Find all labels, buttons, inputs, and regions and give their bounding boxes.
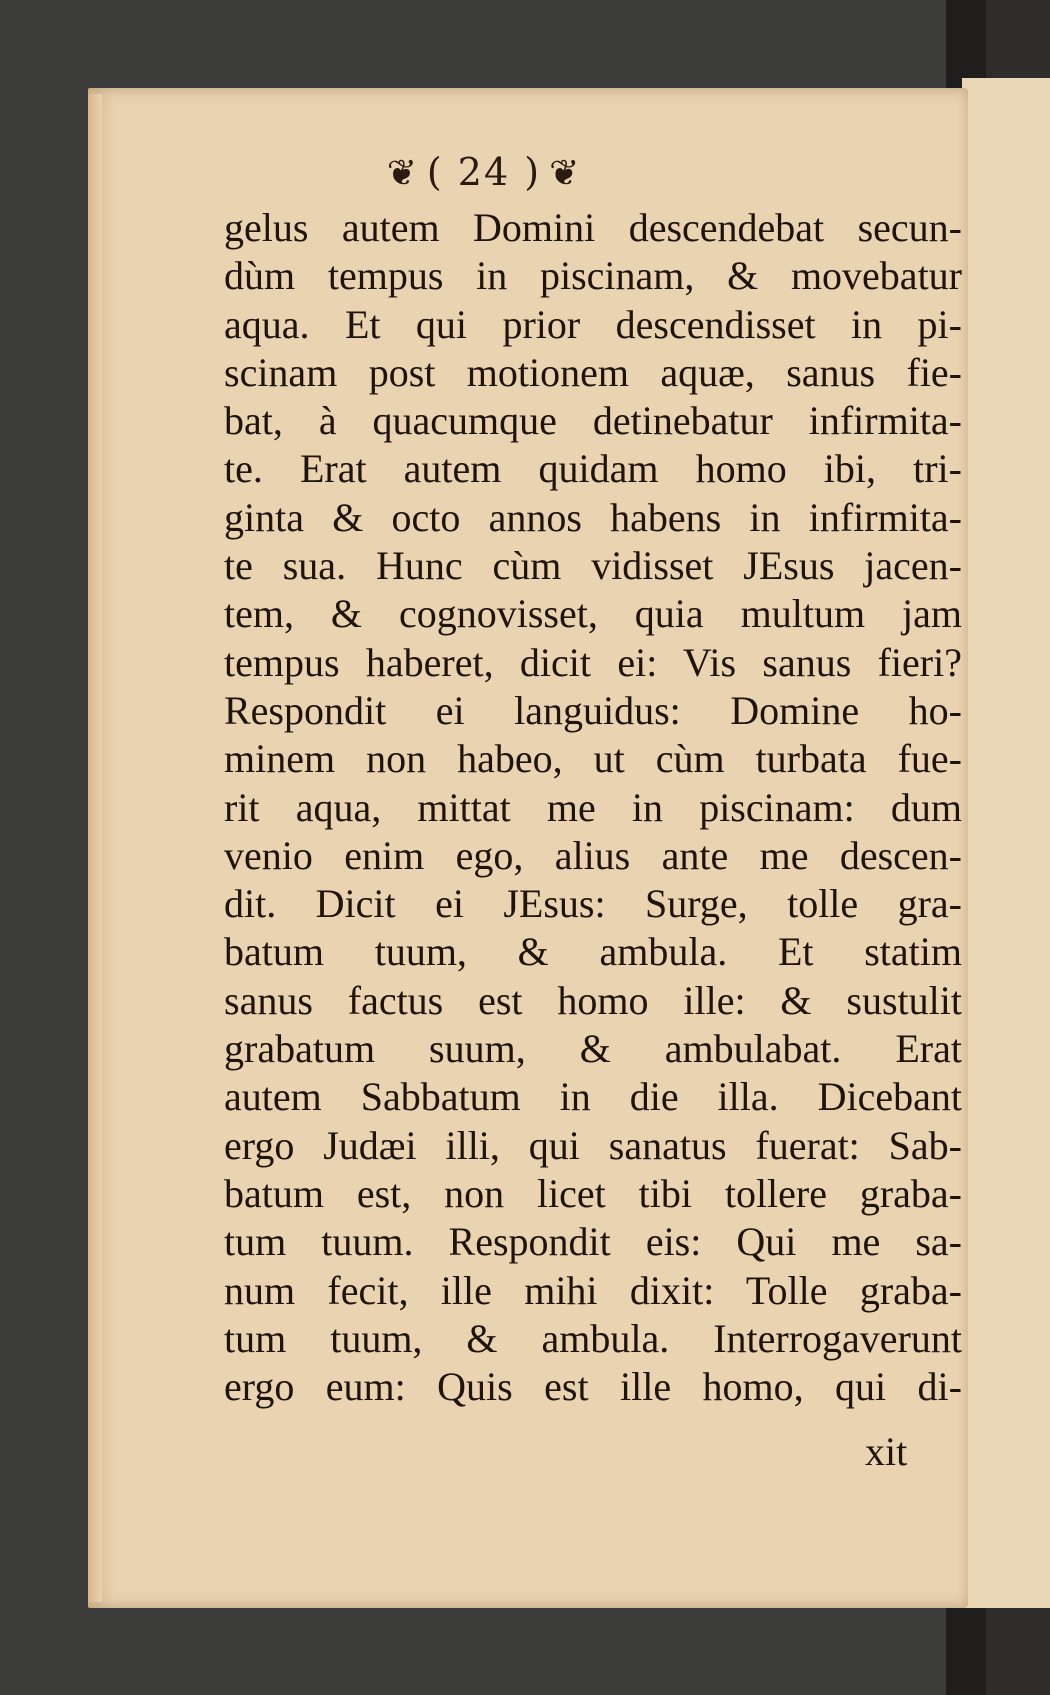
text-line: aqua. Et qui prior descendisset in pi-	[224, 301, 962, 347]
text-line: ginta & octo annos habens in infirmita-	[224, 494, 962, 540]
text-line: tem, & cognovisset, quia multum jam	[224, 591, 962, 637]
page-number: ( 24 )	[426, 150, 542, 194]
text-line: grabatum suum, & ambulabat. Erat	[224, 1026, 962, 1072]
text-line: dit. Dicit ei JEsus: Surge, tolle gra-	[224, 881, 962, 927]
text-line: venio enim ego, alius ante me descen-	[224, 832, 962, 878]
text-line: autem Sabbatum in die illa. Dicebant	[224, 1074, 962, 1120]
text-line: minem non habeo, ut cùm turbata fue-	[224, 736, 962, 782]
page-header	[0, 150, 968, 194]
ornament-icon: ❦	[386, 153, 419, 194]
text-line: tempus haberet, dicit ei: Vis sanus fieri?	[224, 639, 962, 685]
text-line: scinam post motionem aquæ, sanus fie-	[224, 349, 962, 395]
text-line: te sua. Hunc cùm vidisset JEsus jacen-	[224, 543, 962, 589]
ornament-icon: ❦	[549, 153, 582, 194]
text-line: Respondit ei languidus: Domine ho-	[224, 687, 962, 733]
text-line: num fecit, ille mihi dixit: Tolle graba-	[224, 1267, 962, 1313]
text-line: ergo Judæi illi, qui sanatus fuerat: Sab-	[224, 1122, 962, 1168]
text-line: tum tuum. Respondit eis: Qui me sa-	[224, 1219, 962, 1265]
text-line: rit aqua, mittat me in piscinam: dum	[224, 784, 962, 830]
text-line: tum tuum, & ambula. Interrogaverunt	[224, 1315, 962, 1361]
text-line: dùm tempus in piscinam, & movebatur	[224, 253, 962, 299]
text-line: sanus factus est homo ille: & sustulit	[224, 977, 962, 1023]
facing-page	[962, 78, 1050, 1608]
text-line: batum est, non licet tibi tollere graba-	[224, 1170, 962, 1216]
text-line: batum tuum, & ambula. Et statim	[224, 929, 962, 975]
text-line: gelus autem Domini descendebat secun-	[224, 205, 962, 250]
text-line: bat, à quacumque detinebatur infirmita-	[224, 398, 962, 444]
catchword: xit	[865, 1429, 908, 1474]
text-line: te. Erat autem quidam homo ibi, tri-	[224, 446, 962, 492]
page-edge	[88, 94, 102, 1602]
text-line: ergo eum: Quis est ille homo, qui di-	[224, 1364, 962, 1410]
body-text	[224, 204, 962, 1411]
